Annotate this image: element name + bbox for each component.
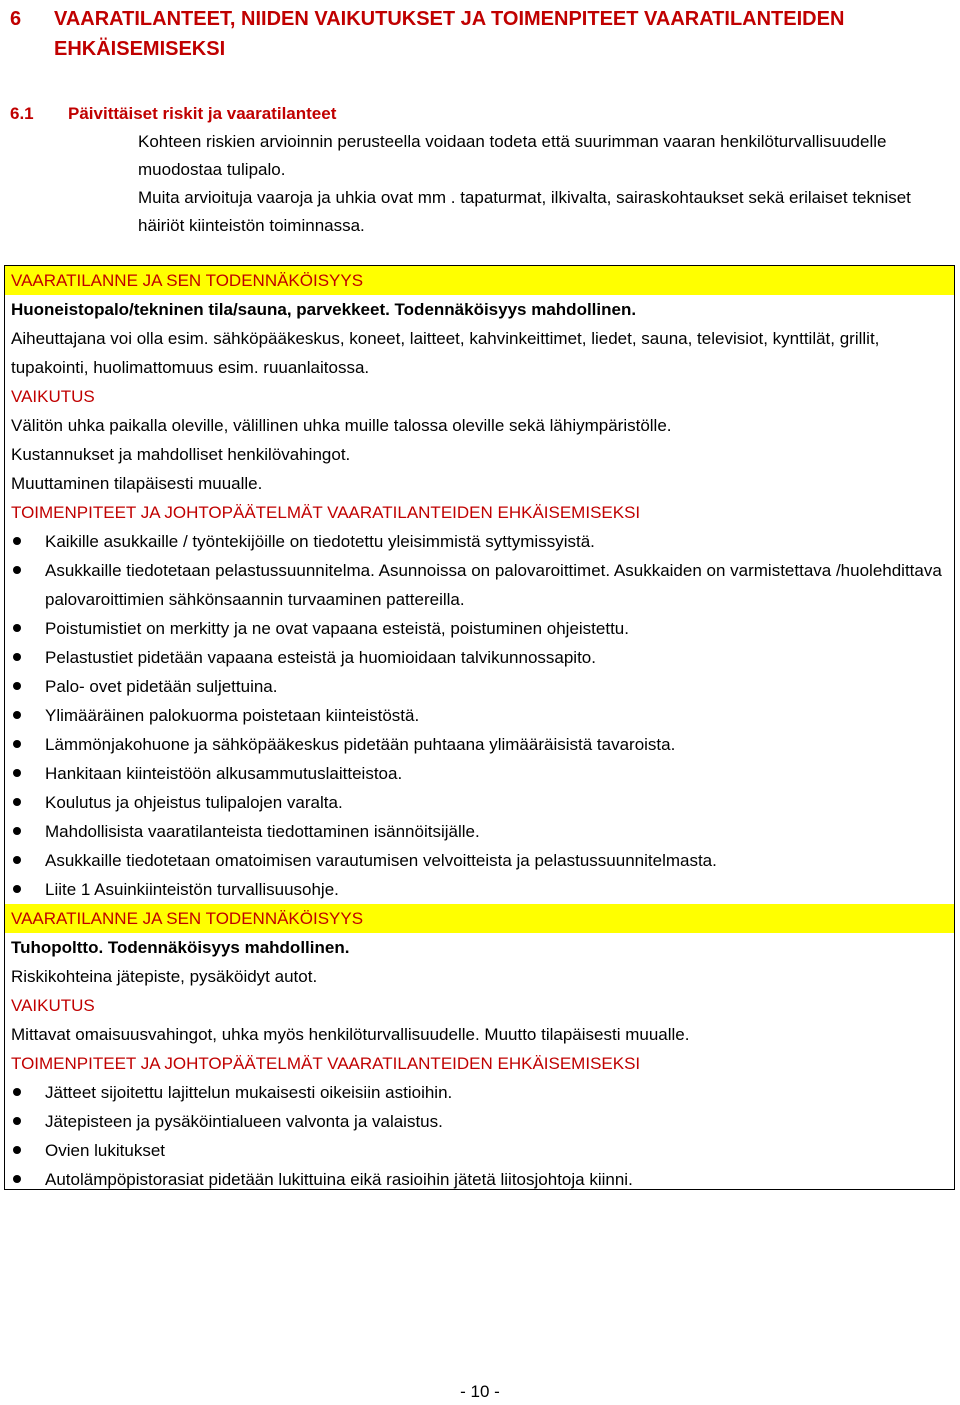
list-item-text: Asukkaille tiedotetaan pelastussuunnitelma. Asunnoissa on palovaroittimet. Asukkaiden on varmistettava /huolehdittava palovaroittimien sähkönsaannin turvaaminen pattereilla. xyxy=(45,561,942,609)
list-item-text: Ovien lukitukset xyxy=(45,1141,165,1160)
risk1-effect-3: Muuttaminen tilapäisesti muualle. xyxy=(11,474,263,493)
bullet-icon xyxy=(13,624,21,632)
chapter-number: 6 xyxy=(10,8,22,30)
bullet-icon xyxy=(13,885,21,893)
risk2-title: VAARATILANNE JA SEN TODENNÄKÖISYYS xyxy=(5,904,954,933)
list-item-text: Ylimääräinen palokuorma poistetaan kiinteistöstä. xyxy=(45,706,420,725)
risk2-situation: Tuhopoltto. Todennäköisyys mahdollinen. xyxy=(11,938,350,957)
section-number: 6.1 xyxy=(10,104,34,123)
list-item-text: Pelastustiet pidetään vapaana esteistä ja huomioidaan talvikunnossapito. xyxy=(45,648,596,667)
list-item-text: Asukkaille tiedotetaan omatoimisen varautumisen velvoitteista ja pelastussuunnitelmasta. xyxy=(45,851,717,870)
section-heading xyxy=(10,102,950,126)
bullet-icon xyxy=(13,740,21,748)
intro-paragraph-2: Muita arvioituja vaaroja ja uhkia ovat mm . tapaturmat, ilkivalta, sairaskohtaukset sekä erilaiset tekniset häiriöt kiinteistön toiminnassa. xyxy=(138,188,911,235)
list-item xyxy=(11,643,948,672)
risk1-measures-title: TOIMENPITEET JA JOHTOPÄÄTELMÄT VAARATILANTEIDEN EHKÄISEMISEKSI xyxy=(11,503,641,522)
bullet-icon xyxy=(13,827,21,835)
intro-paragraph-1: Kohteen riskien arvioinnin perusteella voidaan todeta että suurimman vaaran henkilöturvallisuudelle muodostaa tulipalo. xyxy=(138,132,887,179)
list-item xyxy=(11,556,948,614)
list-item xyxy=(11,614,948,643)
bullet-icon xyxy=(13,711,21,719)
list-item xyxy=(11,1107,948,1136)
risk-table xyxy=(4,265,955,1190)
list-item-text: Poistumistiet on merkitty ja ne ovat vapaana esteistä, poistuminen ohjeistettu. xyxy=(45,619,629,638)
list-item xyxy=(11,527,948,556)
risk1-title: VAARATILANNE JA SEN TODENNÄKÖISYYS xyxy=(5,266,954,295)
list-item xyxy=(11,759,948,788)
bullet-icon xyxy=(13,566,21,574)
list-item xyxy=(11,701,948,730)
risk1-effect-title: VAIKUTUS xyxy=(11,387,95,406)
bullet-icon xyxy=(13,1088,21,1096)
bullet-icon xyxy=(13,769,21,777)
list-item xyxy=(11,1078,948,1107)
bullet-icon xyxy=(13,798,21,806)
risk1-measures-list xyxy=(11,527,948,904)
list-item-text: Kaikille asukkaille / työntekijöille on tiedotettu yleisimmistä syttymissyistä. xyxy=(45,532,595,551)
risk2-cause: Riskikohteina jätepiste, pysäköidyt autot. xyxy=(11,967,318,986)
risk2-effect-title: VAIKUTUS xyxy=(11,996,95,1015)
list-item xyxy=(11,788,948,817)
list-item xyxy=(11,846,948,875)
list-item xyxy=(11,672,948,701)
risk1-effect-2: Kustannukset ja mahdolliset henkilövahingot. xyxy=(11,445,351,464)
list-item-text: Hankitaan kiinteistöön alkusammutuslaitteistoa. xyxy=(45,764,403,783)
section-title: Päivittäiset riskit ja vaaratilanteet xyxy=(68,104,337,123)
risk2-effect: Mittavat omaisuusvahingot, uhka myös henkilöturvallisuudelle. Muutto tilapäisesti muualle. xyxy=(11,1025,690,1044)
list-item xyxy=(11,730,948,759)
chapter-heading xyxy=(10,4,955,64)
list-item-text: Liite 1 Asuinkiinteistön turvallisuusohje. xyxy=(45,880,339,899)
list-item-text: Jätteet sijoitettu lajittelun mukaisesti oikeisiin astioihin. xyxy=(45,1083,453,1102)
list-item-text: Autolämpöpistorasiat pidetään lukittuina eikä rasioihin jätetä liitosjohtoja kiinni. xyxy=(45,1170,633,1189)
intro-text xyxy=(138,128,956,240)
bullet-icon xyxy=(13,856,21,864)
bullet-icon xyxy=(13,1146,21,1154)
risk2-measures-title: TOIMENPITEET JA JOHTOPÄÄTELMÄT VAARATILANTEIDEN EHKÄISEMISEKSI xyxy=(11,1054,641,1073)
bullet-icon xyxy=(13,1117,21,1125)
list-item-text: Mahdollisista vaaratilanteista tiedottaminen isännöitsijälle. xyxy=(45,822,480,841)
chapter-title: VAARATILANTEET, NIIDEN VAIKUTUKSET JA TOIMENPITEET VAARATILANTEIDEN EHKÄISEMISEKSI xyxy=(54,8,845,60)
list-item-text: Jätepisteen ja pysäköintialueen valvonta ja valaistus. xyxy=(45,1112,443,1131)
bullet-icon xyxy=(13,1175,21,1183)
list-item xyxy=(11,1136,948,1165)
list-item-text: Koulutus ja ohjeistus tulipalojen varalta. xyxy=(45,793,343,812)
list-item-text: Palo- ovet pidetään suljettuina. xyxy=(45,677,278,696)
page-number: - 10 - xyxy=(460,1382,500,1401)
bullet-icon xyxy=(13,537,21,545)
risk2-measures-list xyxy=(11,1078,948,1194)
risk1-effect-1: Välitön uhka paikalla oleville, välillinen uhka muille talossa oleville sekä lähiympäristölle. xyxy=(11,416,672,435)
list-item xyxy=(11,875,948,904)
list-item xyxy=(11,817,948,846)
risk1-situation: Huoneistopalo/tekninen tila/sauna, parvekkeet. Todennäköisyys mahdollinen. xyxy=(11,300,637,319)
list-item-text: Lämmönjakohuone ja sähköpääkeskus pidetään puhtaana ylimääräisistä tavaroista. xyxy=(45,735,676,754)
risk1-cause: Aiheuttajana voi olla esim. sähköpääkeskus, koneet, laitteet, kahvinkeittimet, liedet, sauna, televisiot, kynttilät, grillit, tupakointi, huolimattomuus esim. ruuanlaitossa. xyxy=(11,329,880,377)
bullet-icon xyxy=(13,682,21,690)
bullet-icon xyxy=(13,653,21,661)
list-item xyxy=(11,1165,948,1194)
